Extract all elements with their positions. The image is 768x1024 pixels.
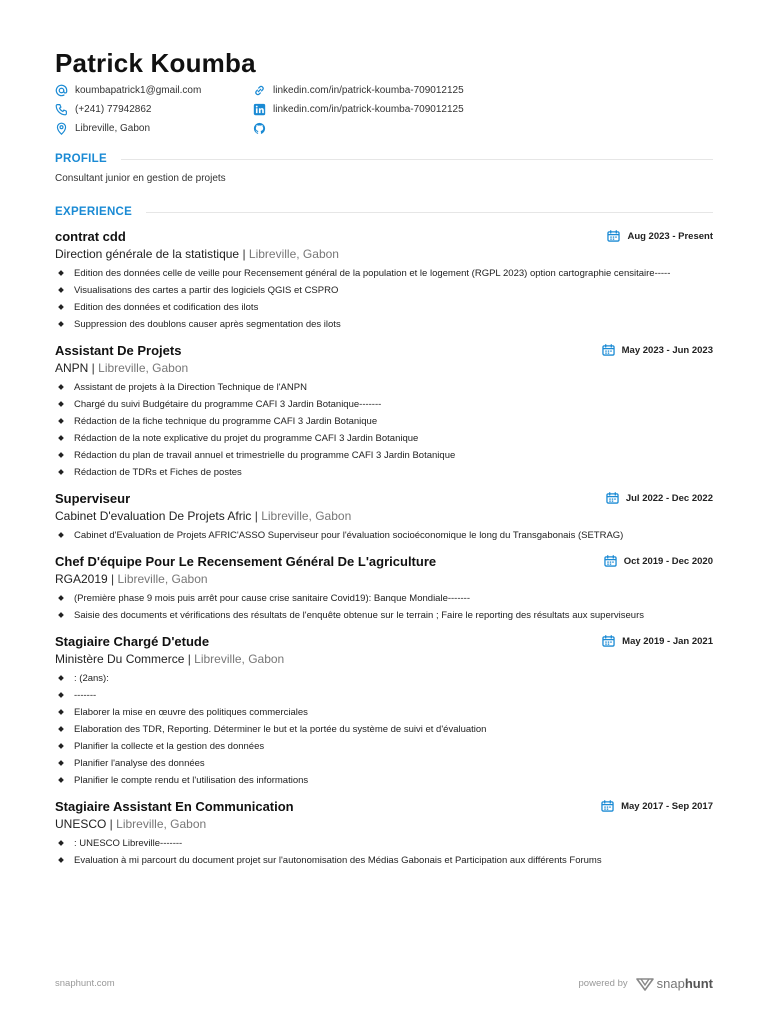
list-item <box>55 723 713 736</box>
separator: | <box>251 509 262 523</box>
profile-summary: Consultant junior en gestion de projets <box>55 173 226 184</box>
job-title: Assistant De Projets <box>55 342 182 358</box>
list-item <box>55 740 713 753</box>
bullet-text: Chargé du suivi Budgétaire du programme CAFI 3 Jardin Botanique------- <box>74 399 382 410</box>
powered-by-label: powered by <box>578 978 628 989</box>
phone-text: (+241) 77942862 <box>75 104 152 115</box>
calendar-icon <box>606 492 619 504</box>
organization: Cabinet D'evaluation De Projets Afric <box>55 509 252 523</box>
job-org-line <box>55 247 713 263</box>
bullet-icon <box>58 532 64 538</box>
job-dates <box>607 230 713 242</box>
job-location: Libreville, Gabon <box>116 817 207 831</box>
contact-location <box>55 122 150 135</box>
bullet-text: Saisie des documents et vérifications des résultats de l'enquête obtenue sur le terrain ; Faire le reporting des résultats aux superviseurs <box>74 610 645 621</box>
bullet-icon <box>58 435 64 441</box>
job-dates <box>602 635 713 647</box>
job-bullets <box>55 381 713 479</box>
linkedin-text: linkedin.com/in/patrick-koumba-709012125 <box>273 104 464 115</box>
date-text: May 2019 - Jan 2021 <box>622 635 713 647</box>
date-text: Aug 2023 - Present <box>627 230 713 242</box>
experience-entry <box>55 798 713 867</box>
bullet-icon <box>58 675 64 681</box>
brand-part-1: snap <box>656 976 685 991</box>
bullet-text: Cabinet d'Evaluation de Projets AFRIC'ASSO Superviseur pour l'évaluation socioéconomique le long du Transgabonais (SETRAG) <box>74 530 624 541</box>
job-bullets <box>55 837 713 867</box>
job-org-line <box>55 652 713 668</box>
job-location: Libreville, Gabon <box>194 652 285 666</box>
calendar-icon <box>604 555 617 567</box>
list-item <box>55 672 713 685</box>
bullet-icon <box>58 709 64 715</box>
bullet-text: ------- <box>74 690 97 701</box>
list-item <box>55 854 713 867</box>
contact-phone[interactable] <box>55 103 151 116</box>
bullet-icon <box>58 469 64 475</box>
job-org-line <box>55 817 713 833</box>
list-item <box>55 415 713 428</box>
job-location: Libreville, Gabon <box>98 361 189 375</box>
separator: | <box>107 572 118 586</box>
contact-website[interactable] <box>253 84 464 97</box>
experience-list <box>55 228 713 878</box>
job-org-line <box>55 509 713 525</box>
entry-header <box>55 490 713 506</box>
bullet-icon <box>58 304 64 310</box>
job-org-line <box>55 572 713 588</box>
brand-part-2: hunt <box>684 976 713 991</box>
list-item <box>55 449 713 462</box>
profile-section-title <box>55 153 713 165</box>
list-item <box>55 267 713 280</box>
link-icon <box>253 84 266 97</box>
list-item <box>55 432 713 445</box>
bullet-icon <box>58 418 64 424</box>
bullet-text: Planifier la collecte et la gestion des données <box>74 741 265 752</box>
bullet-text: Planifier le compte rendu et l'utilisation des informations <box>74 775 309 786</box>
list-item <box>55 609 713 622</box>
bullet-icon <box>58 452 64 458</box>
bullet-text: : (2ans): <box>74 673 109 684</box>
candidate-name: Patrick Koumba <box>55 48 256 78</box>
bullet-icon <box>58 401 64 407</box>
bullet-text: Rédaction de TDRs et Fiches de postes <box>74 467 242 478</box>
entry-header <box>55 798 713 814</box>
date-text: Jul 2022 - Dec 2022 <box>625 492 713 504</box>
list-item <box>55 466 713 479</box>
list-item <box>55 301 713 314</box>
experience-entry <box>55 490 713 542</box>
bullet-text: Planifier l'analyse des données <box>74 758 205 769</box>
date-text: May 2017 - Sep 2017 <box>621 800 713 812</box>
contact-email[interactable] <box>55 84 201 97</box>
footer-brand[interactable] <box>579 976 713 991</box>
experience-entry <box>55 553 713 622</box>
map-pin-icon <box>55 122 68 135</box>
bullet-icon <box>58 743 64 749</box>
job-dates <box>601 800 713 812</box>
separator: | <box>184 652 195 666</box>
snaphunt-mark-icon <box>636 977 654 991</box>
job-bullets <box>55 267 713 331</box>
job-dates <box>604 555 713 567</box>
contact-github[interactable] <box>253 122 273 135</box>
linkedin-icon <box>253 103 266 116</box>
bullet-text: Assistant de projets à la Direction Technique de l'ANPN <box>74 382 307 393</box>
calendar-icon <box>601 800 614 812</box>
bullet-icon <box>58 726 64 732</box>
bullet-icon <box>58 384 64 390</box>
list-item <box>55 592 713 605</box>
github-icon <box>253 122 266 135</box>
bullet-icon <box>58 287 64 293</box>
contact-linkedin[interactable] <box>253 103 464 116</box>
job-title: contrat cdd <box>55 228 126 244</box>
phone-icon <box>55 103 68 116</box>
bullet-icon <box>58 760 64 766</box>
job-location: Libreville, Gabon <box>117 572 208 586</box>
at-icon <box>55 84 68 97</box>
organization: ANPN <box>55 361 89 375</box>
experience-entry <box>55 228 713 331</box>
calendar-icon <box>602 635 615 647</box>
list-item <box>55 318 713 331</box>
calendar-icon <box>607 230 620 242</box>
experience-section-title <box>55 206 713 218</box>
job-title: Superviseur <box>55 490 131 506</box>
entry-header <box>55 342 713 358</box>
bullet-text: Elaboration des TDR, Reporting. Déterminer le but et la portée du système de suivi et d'évaluation <box>74 724 487 735</box>
list-item <box>55 284 713 297</box>
bullet-text: Rédaction du plan de travail annuel et trimestrielle du programme CAFI 3 Jardin Botanique <box>74 450 456 461</box>
bullet-icon <box>58 321 64 327</box>
entry-header <box>55 633 713 649</box>
job-org-line <box>55 361 713 377</box>
snaphunt-logo <box>636 976 713 991</box>
job-location: Libreville, Gabon <box>248 247 339 261</box>
job-bullets <box>55 592 713 622</box>
date-text: Oct 2019 - Dec 2020 <box>623 555 713 567</box>
job-bullets <box>55 672 713 787</box>
location-text: Libreville, Gabon <box>75 123 151 134</box>
bullet-icon <box>58 777 64 783</box>
bullet-text: Visualisations des cartes a partir des logiciels QGIS et CSPRO <box>74 285 339 296</box>
job-location: Libreville, Gabon <box>261 509 352 523</box>
website-text: linkedin.com/in/patrick-koumba-709012125 <box>273 85 464 96</box>
calendar-icon <box>602 344 615 356</box>
job-title: Chef D'équipe Pour Le Recensement Général De L'agriculture <box>55 553 437 569</box>
list-item <box>55 398 713 411</box>
bullet-text: Evaluation à mi parcourt du document projet sur l'autonomisation des Médias Gabonais et Participation aux différents Forums <box>74 855 602 866</box>
list-item <box>55 837 713 850</box>
bullet-text: Elaborer la mise en œuvre des politiques commerciales <box>74 707 308 718</box>
bullet-icon <box>58 595 64 601</box>
divider <box>146 212 713 213</box>
bullet-icon <box>58 857 64 863</box>
bullet-text: Edition des données et codification des ilots <box>74 302 259 313</box>
job-title: Stagiaire Chargé D'etude <box>55 633 210 649</box>
separator: | <box>106 817 117 831</box>
bullet-text: Rédaction de la fiche technique du programme CAFI 3 Jardin Botanique <box>74 416 378 427</box>
list-item <box>55 706 713 719</box>
organization: RGA2019 <box>55 572 108 586</box>
bullet-icon <box>58 270 64 276</box>
email-text: koumbapatrick1@gmail.com <box>75 85 202 96</box>
bullet-icon <box>58 692 64 698</box>
entry-header <box>55 228 713 244</box>
profile-heading: PROFILE <box>55 153 107 165</box>
bullet-text: Suppression des doublons causer après segmentation des ilots <box>74 319 341 330</box>
experience-heading: EXPERIENCE <box>55 206 133 218</box>
experience-entry <box>55 342 713 479</box>
job-bullets <box>55 529 713 542</box>
list-item <box>55 774 713 787</box>
experience-entry <box>55 633 713 787</box>
job-dates <box>602 344 713 356</box>
bullet-icon <box>58 612 64 618</box>
organization: UNESCO <box>55 817 107 831</box>
divider <box>121 159 713 160</box>
list-item <box>55 689 713 702</box>
separator: | <box>239 247 249 261</box>
date-text: May 2023 - Jun 2023 <box>621 344 713 356</box>
job-dates <box>606 492 713 504</box>
bullet-text: : UNESCO Libreville------- <box>74 838 183 849</box>
list-item <box>55 757 713 770</box>
separator: | <box>88 361 99 375</box>
organization: Ministère Du Commerce <box>55 652 185 666</box>
bullet-text: (Première phase 9 mois puis arrêt pour cause crise sanitaire Covid19): Banque Mondiale------- <box>74 593 470 604</box>
bullet-icon <box>58 840 64 846</box>
footer-site-link[interactable]: snaphunt.com <box>55 978 115 989</box>
list-item <box>55 529 713 542</box>
entry-header <box>55 553 713 569</box>
bullet-text: Rédaction de la note explicative du projet du programme CAFI 3 Jardin Botanique <box>74 433 419 444</box>
bullet-text: Edition des données celle de veille pour Recensement général de la population et le logement (RGPL 2023) option cartographie censitaire----- <box>74 268 671 279</box>
job-title: Stagiaire Assistant En Communication <box>55 798 294 814</box>
organization: Direction générale de la statistique <box>55 247 240 261</box>
list-item <box>55 381 713 394</box>
